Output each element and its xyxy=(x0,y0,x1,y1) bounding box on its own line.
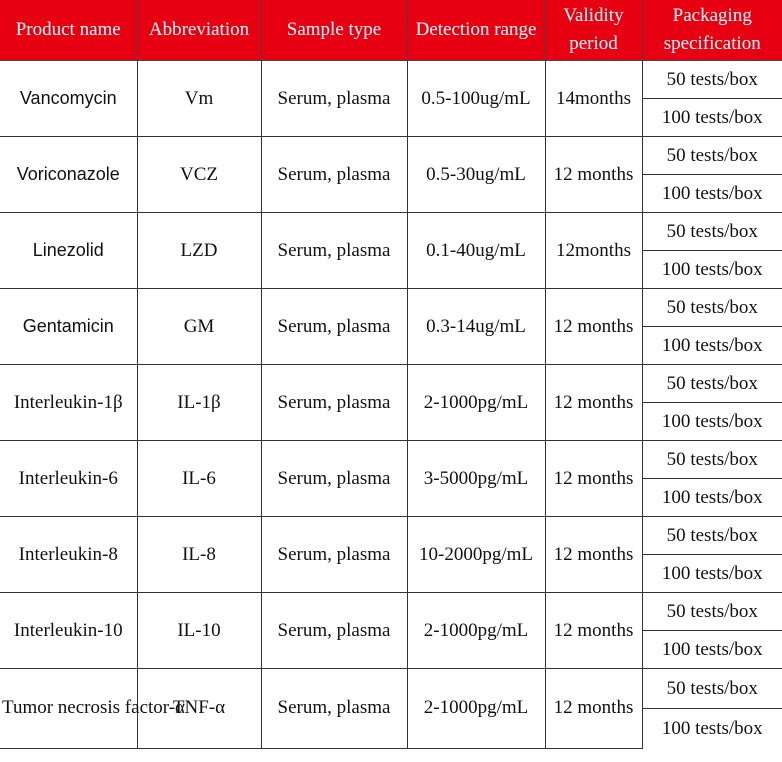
validity-period-cell: 12 months xyxy=(545,137,642,213)
sample-type-cell: Serum, plasma xyxy=(261,289,407,365)
table-row xyxy=(0,593,782,631)
table-header-row xyxy=(0,0,782,61)
packaging-cell-large: 100 tests/box xyxy=(642,403,782,441)
validity-period-cell: 12 months xyxy=(545,669,642,749)
packaging-cell-large: 100 tests/box xyxy=(642,327,782,365)
validity-period-cell: 14months xyxy=(545,61,642,137)
product-name-cell: Linezolid xyxy=(0,213,137,289)
abbreviation-cell: IL-6 xyxy=(137,441,261,517)
header-packaging-specification: Packaging specification xyxy=(642,0,782,61)
detection-range-cell: 2-1000pg/mL xyxy=(407,365,545,441)
table-row xyxy=(0,365,782,403)
packaging-cell-large: 100 tests/box xyxy=(642,479,782,517)
product-name-cell: Interleukin-8 xyxy=(0,517,137,593)
validity-period-cell: 12 months xyxy=(545,593,642,669)
validity-period-cell: 12 months xyxy=(545,441,642,517)
abbreviation-cell: LZD xyxy=(137,213,261,289)
packaging-cell-small: 50 tests/box xyxy=(642,517,782,555)
product-name-cell: Interleukin-1β xyxy=(0,365,137,441)
detection-range-cell: 0.5-30ug/mL xyxy=(407,137,545,213)
packaging-cell-large: 100 tests/box xyxy=(642,555,782,593)
sample-type-cell: Serum, plasma xyxy=(261,61,407,137)
abbreviation-cell: IL-1β xyxy=(137,365,261,441)
packaging-cell-small: 50 tests/box xyxy=(642,213,782,251)
detection-range-cell: 2-1000pg/mL xyxy=(407,593,545,669)
header-sample-type: Sample type xyxy=(261,0,407,61)
abbreviation-cell: IL-8 xyxy=(137,517,261,593)
detection-range-cell: 0.3-14ug/mL xyxy=(407,289,545,365)
validity-period-cell: 12 months xyxy=(545,517,642,593)
abbreviation-cell: TNF-α xyxy=(137,669,261,749)
abbreviation-cell: IL-10 xyxy=(137,593,261,669)
abbreviation-cell: GM xyxy=(137,289,261,365)
packaging-cell-small: 50 tests/box xyxy=(642,441,782,479)
packaging-cell-large: 100 tests/box xyxy=(642,709,782,749)
validity-period-cell: 12 months xyxy=(545,365,642,441)
packaging-cell-large: 100 tests/box xyxy=(642,175,782,213)
table-row xyxy=(0,137,782,175)
sample-type-cell: Serum, plasma xyxy=(261,593,407,669)
abbreviation-cell: VCZ xyxy=(137,137,261,213)
detection-range-cell: 2-1000pg/mL xyxy=(407,669,545,749)
header-detection-range: Detection range xyxy=(407,0,545,61)
table-row xyxy=(0,517,782,555)
detection-range-cell: 3-5000pg/mL xyxy=(407,441,545,517)
packaging-cell-small: 50 tests/box xyxy=(642,365,782,403)
product-name-cell: Gentamicin xyxy=(0,289,137,365)
product-name-cell: Tumor necrosis factor-α xyxy=(0,669,137,749)
sample-type-cell: Serum, plasma xyxy=(261,213,407,289)
packaging-cell-small: 50 tests/box xyxy=(642,669,782,709)
header-abbreviation: Abbreviation xyxy=(137,0,261,61)
packaging-cell-small: 50 tests/box xyxy=(642,593,782,631)
abbreviation-cell: Vm xyxy=(137,61,261,137)
sample-type-cell: Serum, plasma xyxy=(261,517,407,593)
validity-period-cell: 12months xyxy=(545,213,642,289)
detection-range-cell: 0.1-40ug/mL xyxy=(407,213,545,289)
product-name-cell: Voriconazole xyxy=(0,137,137,213)
table-row xyxy=(0,669,782,709)
detection-range-cell: 0.5-100ug/mL xyxy=(407,61,545,137)
table-row xyxy=(0,61,782,99)
packaging-cell-small: 50 tests/box xyxy=(642,289,782,327)
product-name-cell: Vancomycin xyxy=(0,61,137,137)
product-name-cell: Interleukin-10 xyxy=(0,593,137,669)
packaging-cell-small: 50 tests/box xyxy=(642,61,782,99)
sample-type-cell: Serum, plasma xyxy=(261,669,407,749)
packaging-cell-large: 100 tests/box xyxy=(642,251,782,289)
sample-type-cell: Serum, plasma xyxy=(261,137,407,213)
table-row xyxy=(0,213,782,251)
validity-period-cell: 12 months xyxy=(545,289,642,365)
packaging-cell-large: 100 tests/box xyxy=(642,99,782,137)
table-row xyxy=(0,441,782,479)
header-product-name: Product name xyxy=(0,0,137,61)
detection-range-cell: 10-2000pg/mL xyxy=(407,517,545,593)
sample-type-cell: Serum, plasma xyxy=(261,365,407,441)
packaging-cell-small: 50 tests/box xyxy=(642,137,782,175)
header-validity-period: Validity period xyxy=(545,0,642,61)
sample-type-cell: Serum, plasma xyxy=(261,441,407,517)
packaging-cell-large: 100 tests/box xyxy=(642,631,782,669)
product-name-cell: Interleukin-6 xyxy=(0,441,137,517)
table-row xyxy=(0,289,782,327)
